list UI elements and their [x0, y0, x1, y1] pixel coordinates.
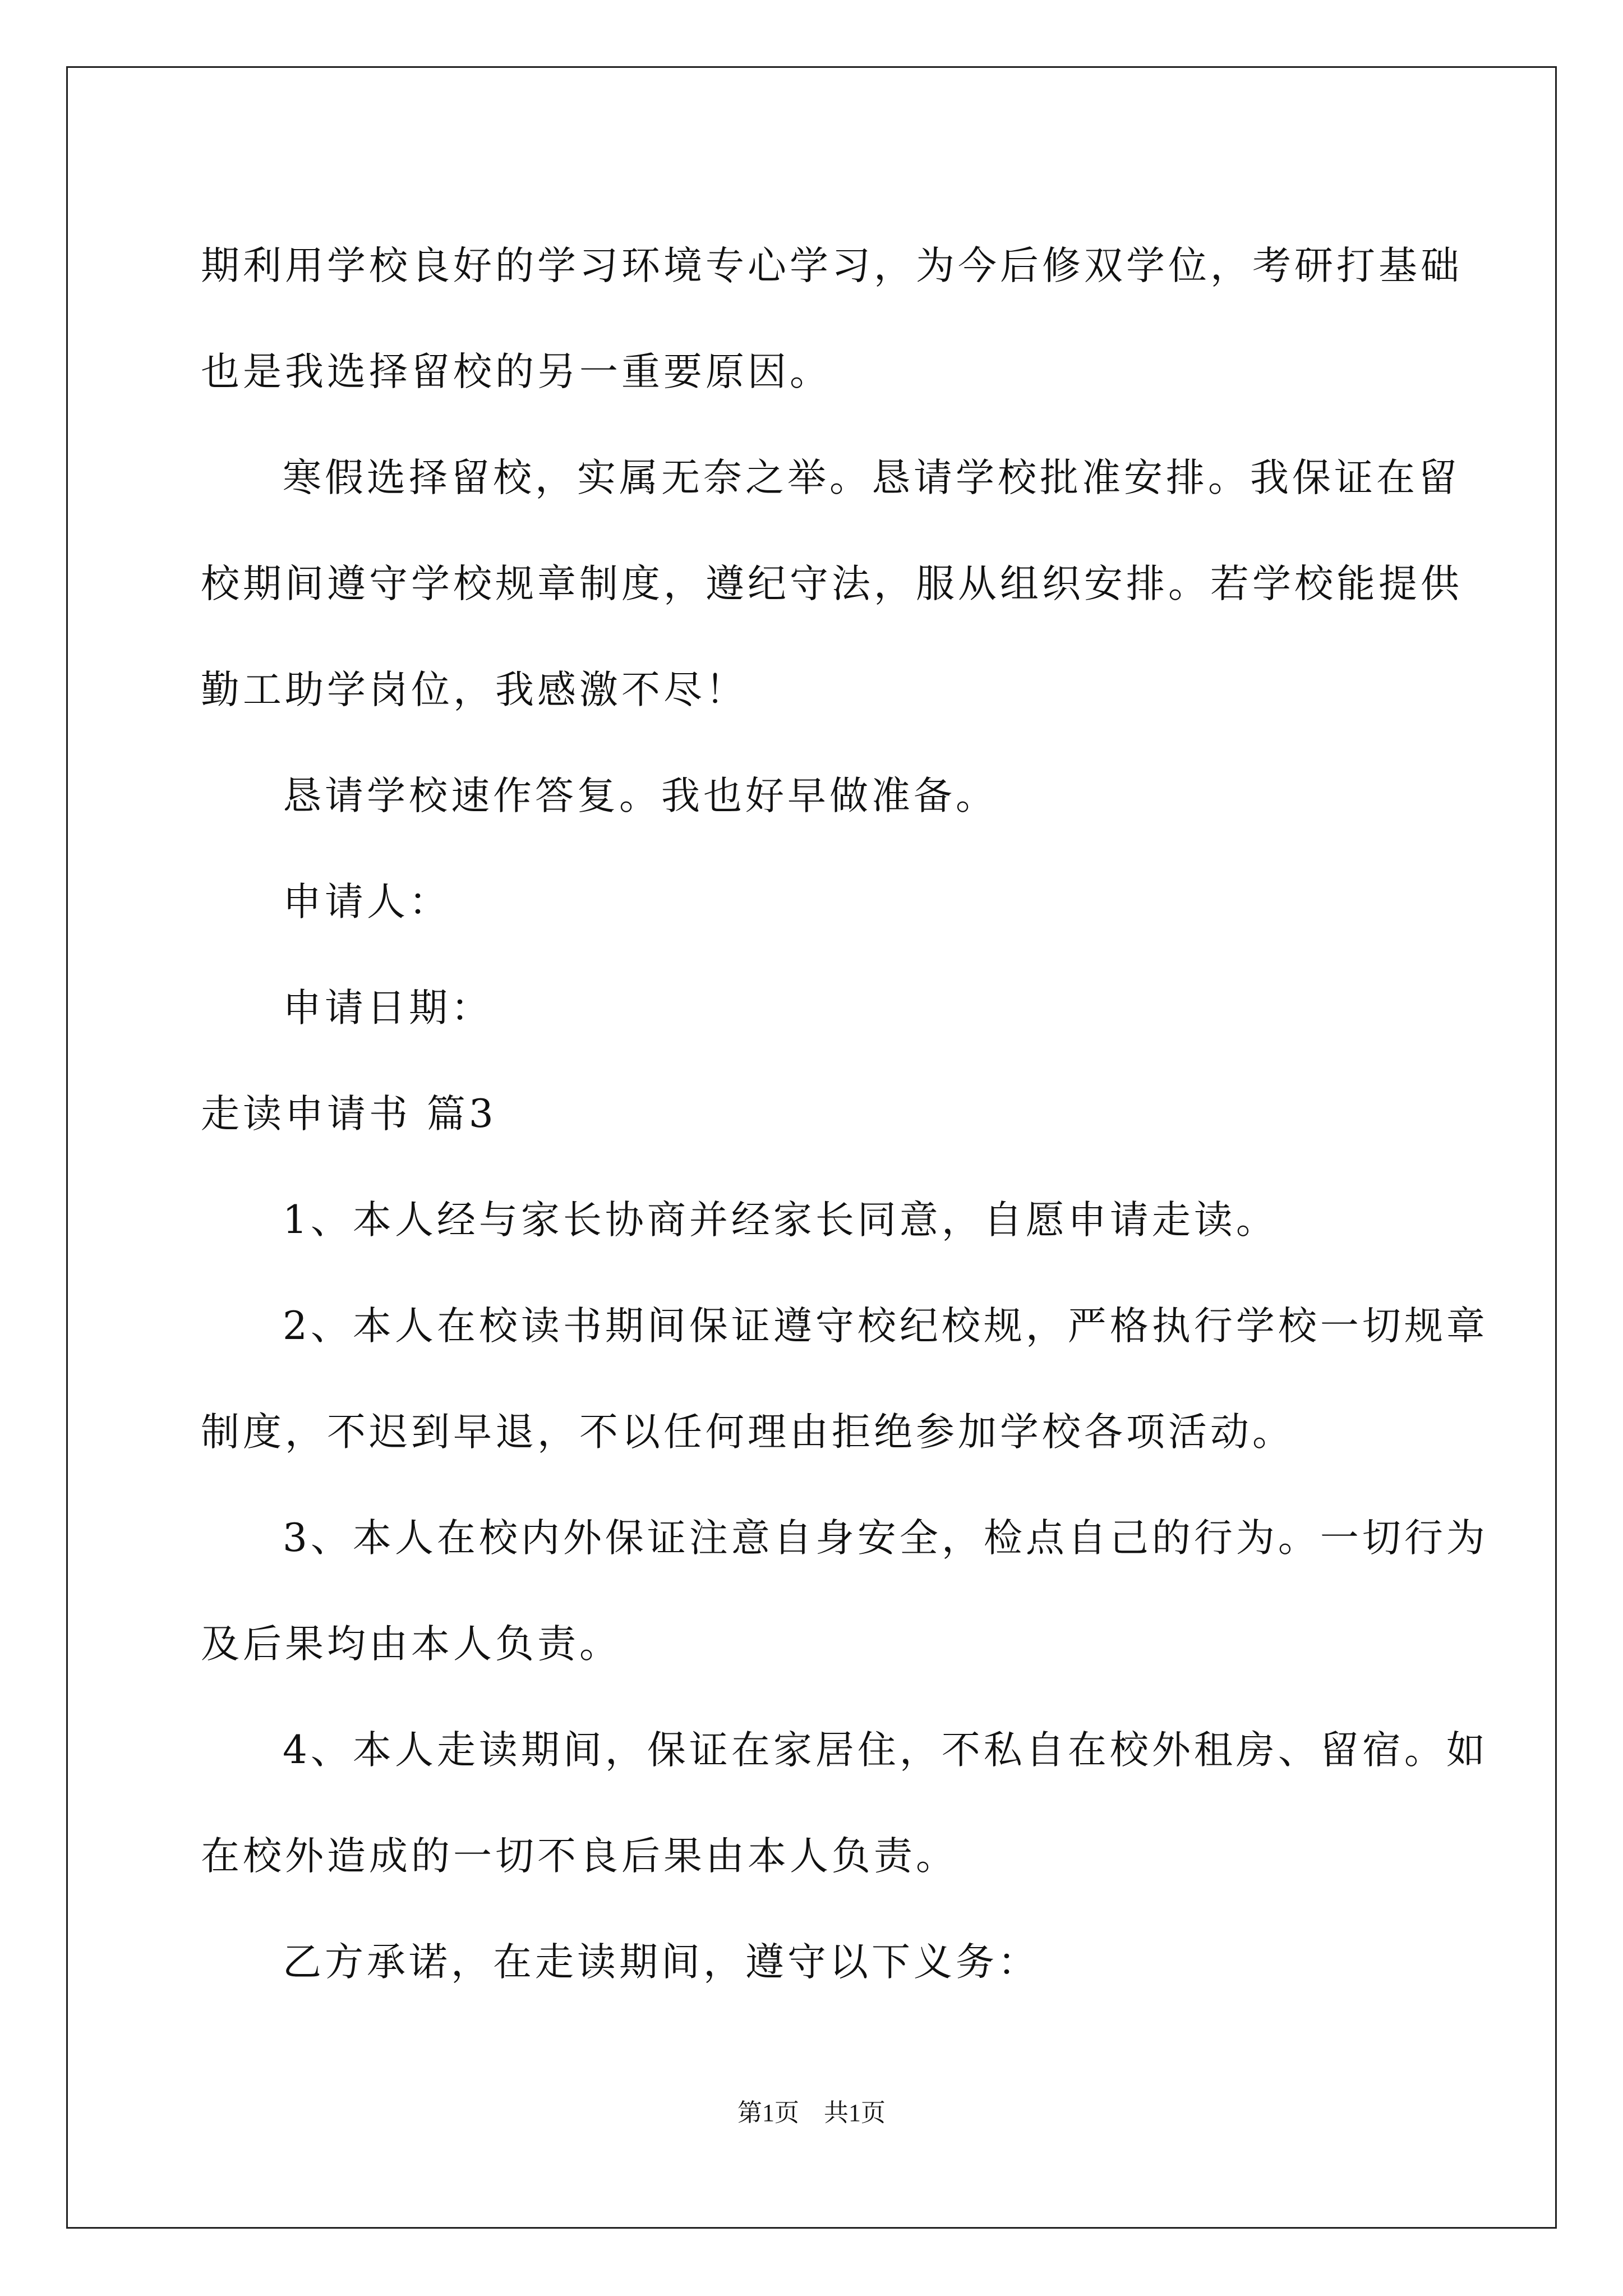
applicant-label: 申请人： [283, 880, 451, 924]
text-line: 恳请学校速作答复。我也好早做准备。 [283, 774, 998, 818]
text-line: 及后果均由本人负责。 [201, 1622, 621, 1667]
text-line: 3、本人在校内外保证注意自身安全，检点自己的行为。一切行为 [283, 1516, 1488, 1561]
page-footer: 第1页 共1页 [737, 2099, 886, 2127]
text-line: 寒假选择留校，实属无奈之举。恳请学校批准安排。我保证在留 [283, 455, 1460, 500]
text-line: 乙方承诺，在走读期间，遵守以下义务： [283, 1940, 1040, 1985]
text-line: 4、本人走读期间，保证在家居住，不私自在校外租房、留宿。如 [283, 1728, 1488, 1773]
text-line: 校期间遵守学校规章制度，遵纪守法，服从组织安排。若学校能提供 [201, 562, 1463, 606]
section-heading: 走读申请书 篇3 [201, 1092, 497, 1137]
text-line: 2、本人在校读书期间保证遵守校纪校规，严格执行学校一切规章 [283, 1304, 1488, 1349]
text-line: 在校外造成的一切不良后果由本人负责。 [201, 1834, 958, 1879]
text-line: 也是我选择留校的另一重要原因。 [201, 349, 832, 394]
text-line: 勤工助学岗位，我感激不尽！ [201, 668, 748, 712]
text-line: 制度，不迟到早退，不以任何理由拒绝参加学校各项活动。 [201, 1410, 1294, 1455]
application-date-label: 申请日期： [283, 986, 493, 1030]
text-line: 期利用学校良好的学习环境专心学习，为今后修双学位，考研打基础 [201, 243, 1463, 288]
document-body [201, 213, 1488, 2016]
text-line: 1、本人经与家长协商并经家长同意，自愿申请走读。 [283, 1198, 1278, 1243]
